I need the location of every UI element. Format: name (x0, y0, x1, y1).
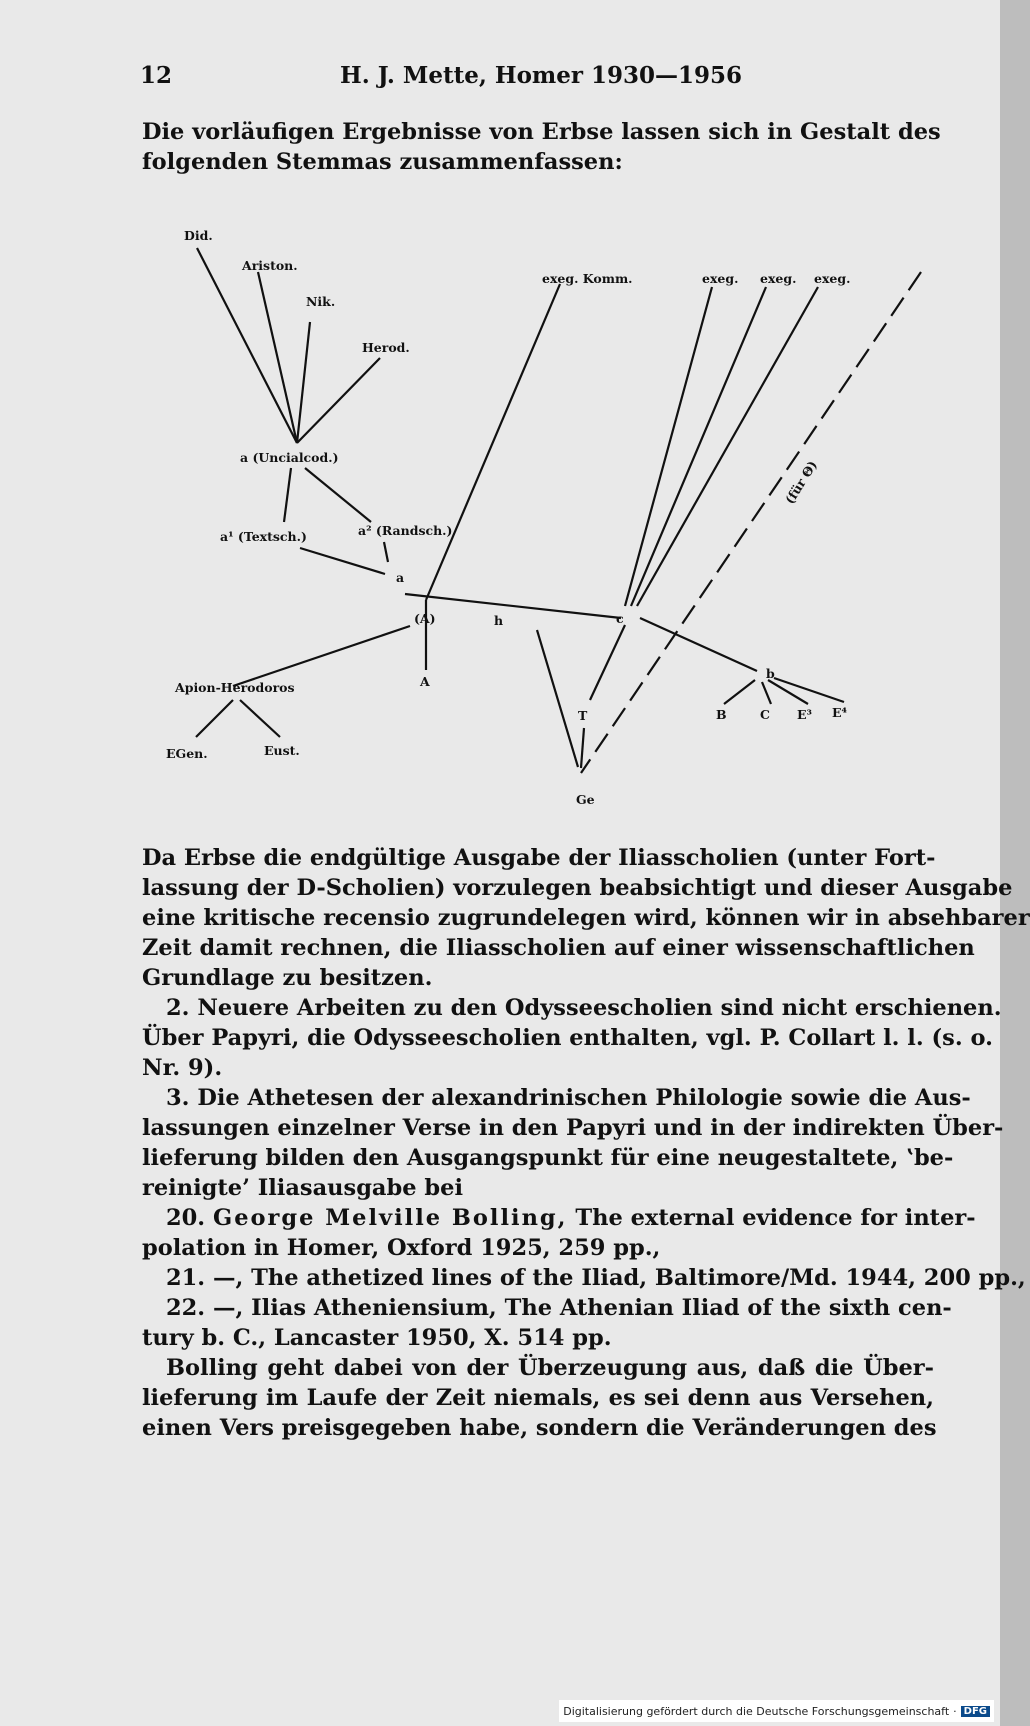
node-ariston: Ariston. (242, 258, 298, 273)
node-exeg: exeg. (760, 271, 797, 286)
text-line: polation in Homer, Oxford 1925, 259 pp., (142, 1235, 661, 1261)
text-line: lieferung im Laufe der Zeit niemals, es sei denn aus Versehen, (142, 1385, 934, 1411)
text-line: folgenden Stemmas zusammenfassen: (142, 149, 623, 175)
node-nik: Nik. (306, 294, 336, 309)
edge (724, 680, 755, 704)
edge (258, 272, 297, 443)
edge (297, 322, 310, 443)
edge (426, 284, 560, 600)
node-b: b (766, 666, 775, 681)
node-a2-randsch: a² (Randsch.) (358, 523, 453, 538)
node-B: B (716, 707, 727, 722)
credit-text: Digitalisierung gefördert durch die Deutsche Forschungsgemeinschaft (563, 1704, 950, 1718)
text-line: Zeit damit rechnen, die Iliasscholien auf einer wissenschaftlichen (142, 935, 975, 961)
text-line: einen Vers preisgegeben habe, sondern die Veränderungen des (142, 1415, 937, 1441)
bibliography-entry-21: 21. —, The athetized lines of the Iliad, Baltimore/Md. 1944, 200 pp., (166, 1265, 1026, 1291)
node-E3: E³ (797, 707, 813, 722)
node-did: Did. (184, 228, 213, 243)
node-apion-herodoros: Apion-Herodoros (175, 680, 295, 695)
node-T: T (578, 708, 588, 723)
node-a-uncialcod: a (Uncialcod.) (240, 450, 339, 465)
edge (196, 700, 233, 737)
author-name: George Melville Bolling, (213, 1205, 568, 1231)
edge (300, 548, 385, 574)
edge (762, 682, 771, 704)
node-c: c (616, 611, 624, 626)
edge (590, 625, 625, 700)
body-text (142, 843, 1030, 1443)
dashed-edge (581, 272, 921, 773)
node-ge: Ge (576, 792, 595, 807)
text-line: 3. Die Athetesen der alexandrinischen Philologie sowie die Aus- (166, 1085, 971, 1111)
node-E4: E⁴ (832, 705, 848, 720)
bibliography-entry-20 (142, 1203, 976, 1233)
text-line: 2. Neuere Arbeiten zu den Odysseescholien sind nicht erschienen. (166, 995, 1002, 1021)
edge (581, 728, 584, 768)
text-line: Bolling geht dabei von der Überzeugung aus, daß die Über- (166, 1355, 934, 1381)
entry-title: The external evidence for inter- (575, 1205, 976, 1231)
text-line: tury b. C., Lancaster 1950, X. 514 pp. (142, 1325, 612, 1351)
text-line: Grundlage zu besitzen. (142, 965, 433, 991)
text-line: Nr. 9). (142, 1055, 223, 1081)
digitization-credit: Digitalisierung gefördert durch die Deutsche Forschungsgemeinschaft · DFG (559, 1700, 994, 1722)
edge (240, 700, 280, 737)
text-line: Über Papyri, die Odysseescholien enthalten, vgl. P. Collart l. l. (s. o. (142, 1025, 993, 1051)
text-line: reinigte’ Iliasausgabe bei (142, 1175, 463, 1201)
edge (284, 468, 291, 522)
node-A: A (420, 674, 430, 689)
node-exeg: exeg. (702, 271, 739, 286)
node-eust: Eust. (264, 743, 300, 758)
node-a-paren: (A) (414, 611, 436, 626)
node-exeg: exeg. (814, 271, 851, 286)
edge (384, 542, 388, 562)
edge (297, 358, 380, 443)
bibliography-entry-22: 22. —, Ilias Atheniensium, The Athenian Iliad of the sixth cen- (166, 1295, 952, 1321)
edge (305, 468, 371, 522)
text-line: Die vorläufigen Ergebnisse von Erbse lassen sich in Gestalt des (142, 119, 941, 145)
node-egen: EGen. (166, 746, 208, 761)
dfg-logo: DFG (961, 1706, 990, 1717)
text-line: eine kritische recensio zugrundelegen wird, können wir in absehbarer (142, 905, 1030, 931)
node-a: a (396, 570, 405, 585)
node-a1-textsch: a¹ (Textsch.) (220, 529, 307, 544)
node-C: C (760, 707, 770, 722)
stemma-diagram (0, 0, 1000, 807)
node-exeg-komm: exeg. Komm. (542, 271, 633, 286)
node-h: h (494, 613, 504, 628)
edge (537, 630, 578, 767)
entry-number: 20. (166, 1205, 206, 1231)
page-number: 12 (140, 62, 173, 89)
edge (640, 618, 757, 671)
text-line: Da Erbse die endgültige Ausgabe der Iliasscholien (unter Fort- (142, 845, 936, 871)
edge (197, 248, 297, 443)
node-herod: Herod. (362, 340, 410, 355)
label-fuer-theta: (für Θ) (781, 457, 821, 507)
text-line: lassungen einzelner Verse in den Papyri und in der indirekten Über- (142, 1115, 1004, 1141)
text-line: lassung der D-Scholien) vorzulegen beabsichtigt und dieser Ausgabe (142, 875, 1013, 901)
edge (233, 626, 410, 686)
running-title: H. J. Mette, Homer 1930—1956 (340, 62, 743, 89)
edge (405, 594, 621, 618)
text-line: lieferung bilden den Ausgangspunkt für eine neugestaltete, ʽbe- (142, 1145, 954, 1171)
